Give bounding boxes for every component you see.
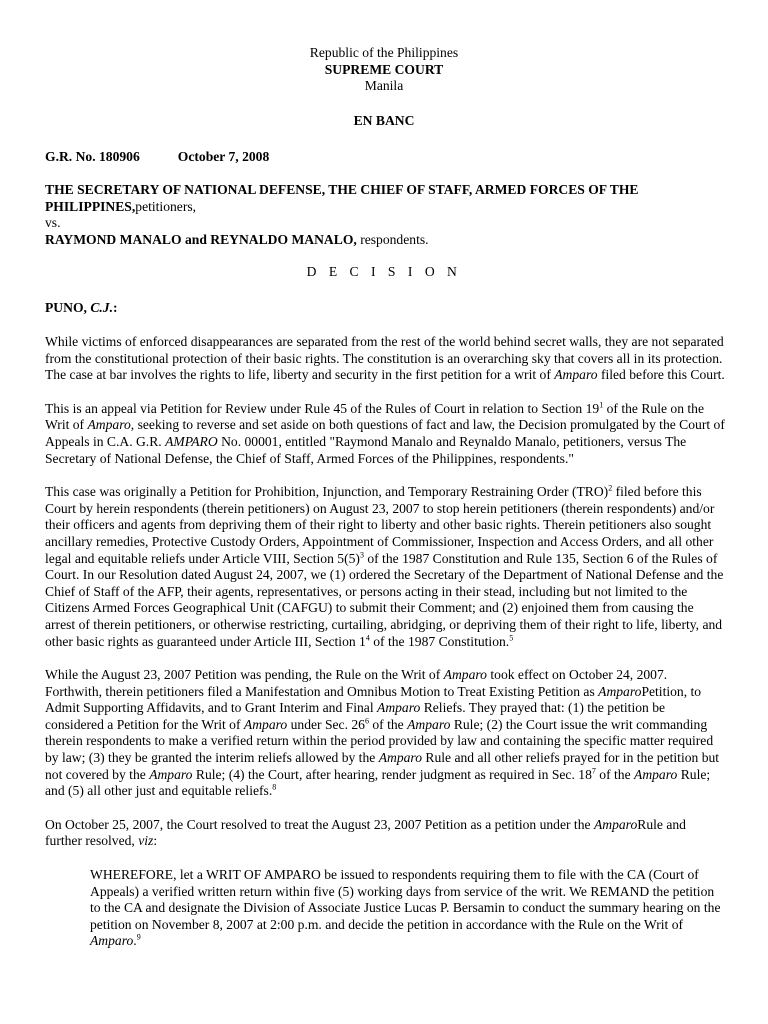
- paragraph-3: [45, 484, 726, 650]
- text-run: of the: [368, 716, 408, 732]
- versus-label: vs.: [45, 215, 61, 231]
- paragraph-1: [45, 334, 726, 384]
- italic-term: Amparo: [149, 766, 193, 782]
- decision-date: October 7, 2008: [177, 149, 270, 164]
- paragraph-5: [45, 817, 726, 850]
- text-run: No. 00001, entitled "Raymond Manalo and Reynaldo Manalo, petitioners, versus The Secretary of National Defense, the Chief of Staff, Armed Forces of the Philippines, respondents.": [45, 433, 687, 466]
- respondents-names: RAYMOND MANALO and REYNALDO MANALO,: [45, 231, 357, 247]
- block-quote: [90, 867, 726, 950]
- text-run: of the: [595, 766, 635, 782]
- ponente-colon: :: [112, 300, 118, 315]
- footnote-ref[interactable]: 7: [591, 766, 596, 776]
- text-run: of the 1987 Constitution.: [369, 633, 510, 649]
- footnote-ref[interactable]: 8: [272, 782, 277, 792]
- text-run: filed before this Court by herein respondents (therein petitioners) on August 23, 2007 to stop herein petitioners (therein respondents) and/or their officers and agents from depriving them of their right to liberty and other basic rights. Therein petitioners also sought ancillary remedies, Protective Custody Orders, Appointment of Commissioner, Inspection and Access Orders, and all other legal and equitable reliefs under Article VIII, Section 5(5): [45, 484, 715, 566]
- respondents-line: [45, 232, 726, 249]
- footnote-ref[interactable]: 2: [608, 483, 613, 493]
- republic-line: Republic of the Philippines: [309, 45, 459, 60]
- respondents-role: respondents.: [356, 231, 429, 247]
- footnote-ref[interactable]: 5: [509, 632, 514, 642]
- text-run: While the August 23, 2007 Petition was pending, the Rule on the Writ of: [45, 667, 444, 683]
- city-line: Manila: [364, 78, 404, 94]
- decision-title: D E C I S I O N: [306, 264, 462, 279]
- ponente-name: PUNO,: [45, 300, 91, 315]
- text-run: WHEREFORE, let a WRIT OF AMPARO be issued to respondents requiring them to file with the CA (Court of Appeals) a verified written return within five (5) working days from service of the writ. We REMAND the petition to the CA and designate the Division of Associate Justice Lucas P. Bersamin to conduct the summary hearing on the petition on November 8, 2007 at 2:00 p.m. and decide the petition in accordance with the Rule on the Writ of: [90, 867, 721, 932]
- italic-term: Amparo: [634, 766, 678, 782]
- italic-term: Amparo: [243, 716, 288, 732]
- text-run: Rule; (2) the Court issue the writ commanding therein respondents to make a verified return within the period provided by law and containing the specific matter required by law; (3) they be granted the interim reliefs allowed by the: [45, 716, 714, 766]
- paragraph-4: [45, 667, 726, 800]
- footnote-ref[interactable]: 9: [136, 932, 141, 942]
- text-run: Reliefs. They prayed that: (1) the petition be considered a Petition for the Writ of: [45, 700, 666, 732]
- text-run: Petition, to Admit Supporting Affidavits, and to Grant Interim and Final: [45, 683, 702, 716]
- petitioners-role: petitioners,: [135, 198, 197, 214]
- text-run: took effect on October 24, 2007. Forthwith, therein petitioners filed a Manifestation and Omnibus Motion to Treat Existing Petition as: [45, 667, 668, 699]
- footnote-ref[interactable]: 1: [599, 400, 604, 410]
- text-run: On October 25, 2007, the Court resolved to treat the August 23, 2007 Petition as a petition under the: [45, 816, 594, 832]
- text-run: Rule and all other reliefs prayed for in the petition but not covered by the: [45, 750, 720, 782]
- court-name: SUPREME COURT: [324, 61, 444, 77]
- division-label: EN BANC: [353, 113, 415, 128]
- text-run: :: [153, 833, 158, 849]
- italic-term: Amparo: [407, 716, 451, 732]
- text-run: This is an appeal via Petition for Review under Rule 45 of the Rules of Court in relation to Section 19: [45, 400, 600, 416]
- italic-term: Amparo: [554, 367, 598, 383]
- italic-term: Amparo: [90, 933, 134, 949]
- italic-term: Amparo: [593, 816, 638, 832]
- text-run: Rule; (4) the Court, after hearing, render judgment as required in Sec. 18: [192, 766, 592, 782]
- text-run: filed before this Court.: [597, 367, 725, 383]
- gr-number: G.R. No. 180906: [45, 149, 140, 164]
- petitioners-line: [45, 182, 726, 215]
- petitioners-names: THE SECRETARY OF NATIONAL DEFENSE, THE CHIEF OF STAFF, ARMED FORCES OF THE PHILIPPINES,: [45, 182, 639, 214]
- italic-term: Amparo: [378, 750, 422, 766]
- text-run: This case was originally a Petition for Prohibition, Injunction, and Temporary Restraining Order (TRO): [45, 484, 609, 500]
- text-run: .: [133, 933, 137, 949]
- footnote-ref[interactable]: 3: [359, 550, 364, 559]
- ponente-title: C.J.: [90, 300, 113, 315]
- text-run: of the Rule on the Writ of: [45, 400, 705, 433]
- italic-term: Amparo: [377, 700, 421, 716]
- text-run: While victims of enforced disappearances are separated from the rest of the world behind secret walls, they are not separated from the constitutional protection of their basic rights. The constitution is an overarching sky that covers all in its protection. The case at bar involves the rights to life, liberty and security in the first petition for a writ of: [45, 334, 724, 383]
- case-parties: [45, 182, 726, 248]
- italic-term: AMPARO: [165, 433, 218, 449]
- paragraph-2: [45, 401, 726, 467]
- italic-term: Amparo: [87, 417, 131, 433]
- text-run: of the 1987 Constitution and Rule 135, Section 6 of the Rules of Court. In our Resolution dated August 24, 2007, we (1) ordered the Secretary of the Department of National Defense and the Chief of Staff of the AFP, their agents, representatives, or persons acting in their stead, including but not limited to the Citizens Armed Forces Geographical Unit (CAFGU) to submit their Comment; and (2) enjoined them from causing the arrest of therein petitioners, or otherwise restricting, curtailing, abridging, or depriving them of their right to life, liberty, and other basic rights as guaranteed under Article III, Section 1: [45, 550, 724, 649]
- ponente-line: [45, 300, 118, 317]
- italic-term: Amparo: [443, 667, 487, 683]
- text-run: , seeking to reverse and set aside on both questions of fact and law, the Decision promulgated by the Court of Appeals in C.A. G.R.: [45, 417, 725, 449]
- footnote-ref[interactable]: 6: [364, 716, 369, 726]
- court-header: [0, 45, 768, 95]
- text-run: Rule; and (5) all other just and equitable reliefs.: [45, 766, 711, 799]
- italic-term: Amparo: [598, 683, 642, 699]
- text-run: Rule and further resolved,: [45, 816, 686, 849]
- case-number-line: [45, 149, 269, 166]
- decision-body: [45, 334, 726, 950]
- italic-term: viz: [138, 833, 154, 849]
- footnote-ref[interactable]: 4: [365, 632, 370, 642]
- text-run: under Sec. 26: [287, 716, 365, 732]
